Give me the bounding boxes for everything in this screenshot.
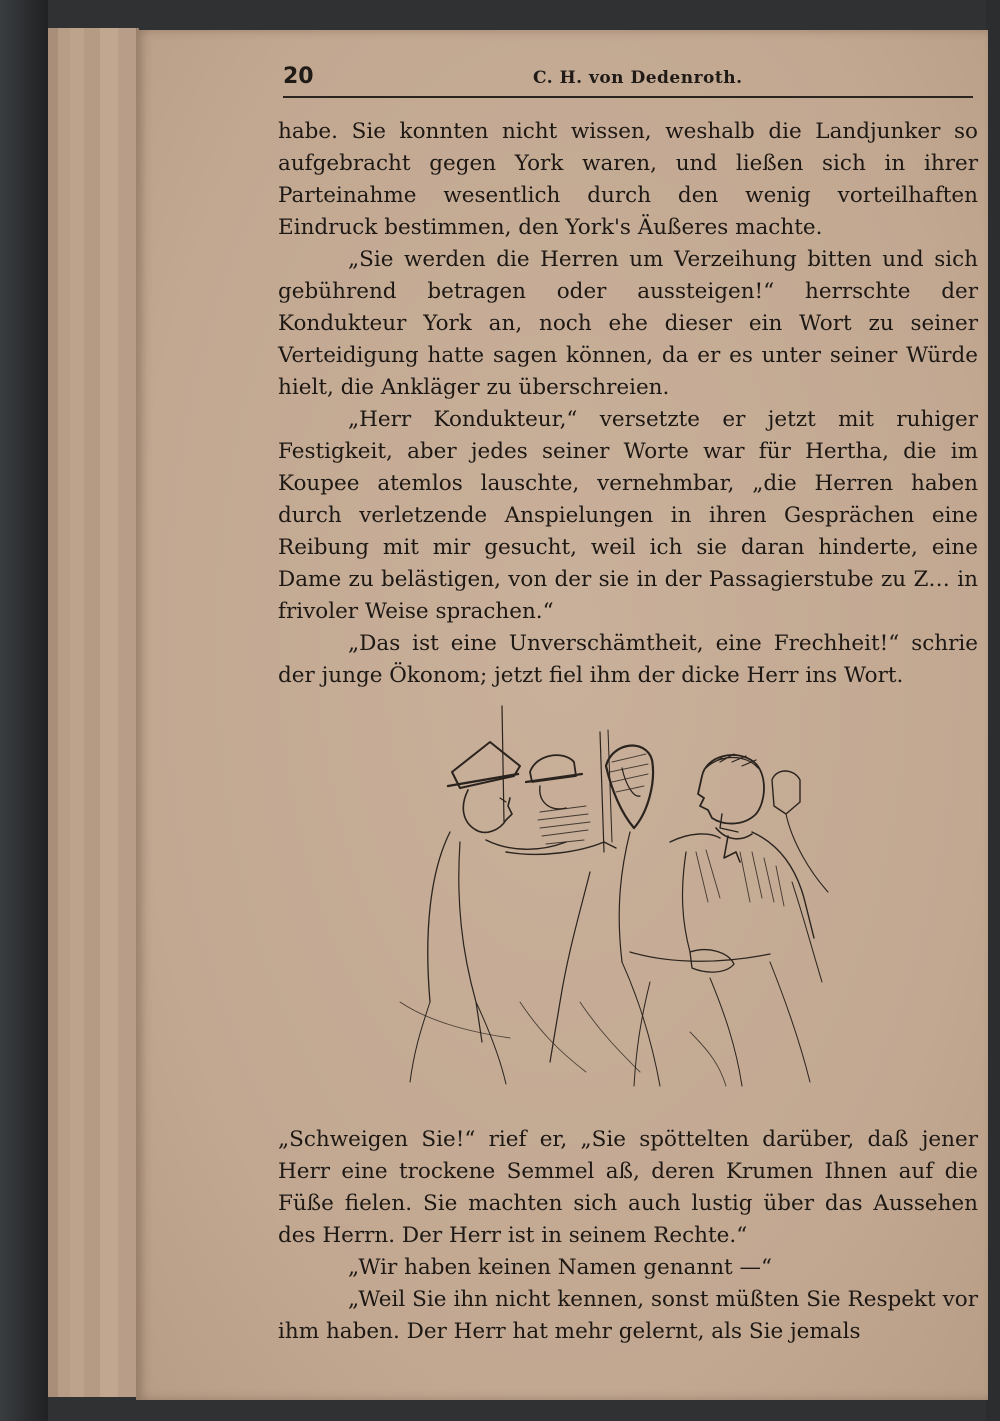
paragraph: „Schweigen Sie!“ rief er, „Sie spöttelten darüber, daß jener Herr eine trockene Semmel aß, deren Krumen Ihnen auf die Füße fielen. Sie machten sich auch lustig über das Aussehen des Herrn. Der Herr ist in seinem Rechte.“ [278, 1127, 978, 1248]
paragraph: „Wir haben keinen Namen genannt —“ [348, 1255, 773, 1280]
paragraph: „Das ist eine Unverschämtheit, eine Frechheit!“ schrie der junge Ökonom; jetzt fiel ihm der dicke Herr ins Wort. [278, 631, 978, 688]
illustration-sketch [390, 702, 830, 1090]
book-cover [0, 0, 48, 1421]
paragraph: „Herr Kondukteur,“ versetzte er jetzt mit ruhiger Festigkeit, aber jedes seiner Worte war für Hertha, die im Koupee atemlos lauschte, vernehmbar, „die Herren haben durch verletzende Anspielungen in ihren Gesprächen eine Reibung mit mir gesucht, weil ich sie daran hinderte, eine Dame zu belästigen, von der sie in der Passagierstube zu Z… in frivoler Weise sprachen.“ [278, 407, 978, 624]
scan-border [986, 0, 1000, 1421]
paragraph: „Weil Sie ihn nicht kennen, sonst müßten Sie Respekt vor ihm haben. Der Herr hat mehr gelernt, als Sie jemals [278, 1287, 978, 1344]
paragraph: habe. Sie konnten nicht wissen, weshalb die Landjunker so aufgebracht gegen York waren, und ließen sich in ihrer Parteinahme wesentlich durch den wenig vorteilhaften Eindruck bestimmen, den York's Äußeres machte. [278, 119, 978, 240]
body-text-bottom [278, 1124, 978, 1348]
running-header [283, 62, 973, 98]
page-number: 20 [283, 64, 314, 89]
running-title: C. H. von Dedenroth. [533, 68, 743, 88]
page-edge [118, 28, 137, 1397]
paragraph: „Sie werden die Herren um Verzeihung bitten und sich gebührend betragen oder aussteigen!“ herrschte der Kondukteur York an, noch ehe dieser ein Wort zu seiner Verteidigung hatte sagen können, da er es unter seiner Würde hielt, die Ankläger zu überschreien. [278, 247, 978, 400]
body-text-top [278, 116, 978, 692]
